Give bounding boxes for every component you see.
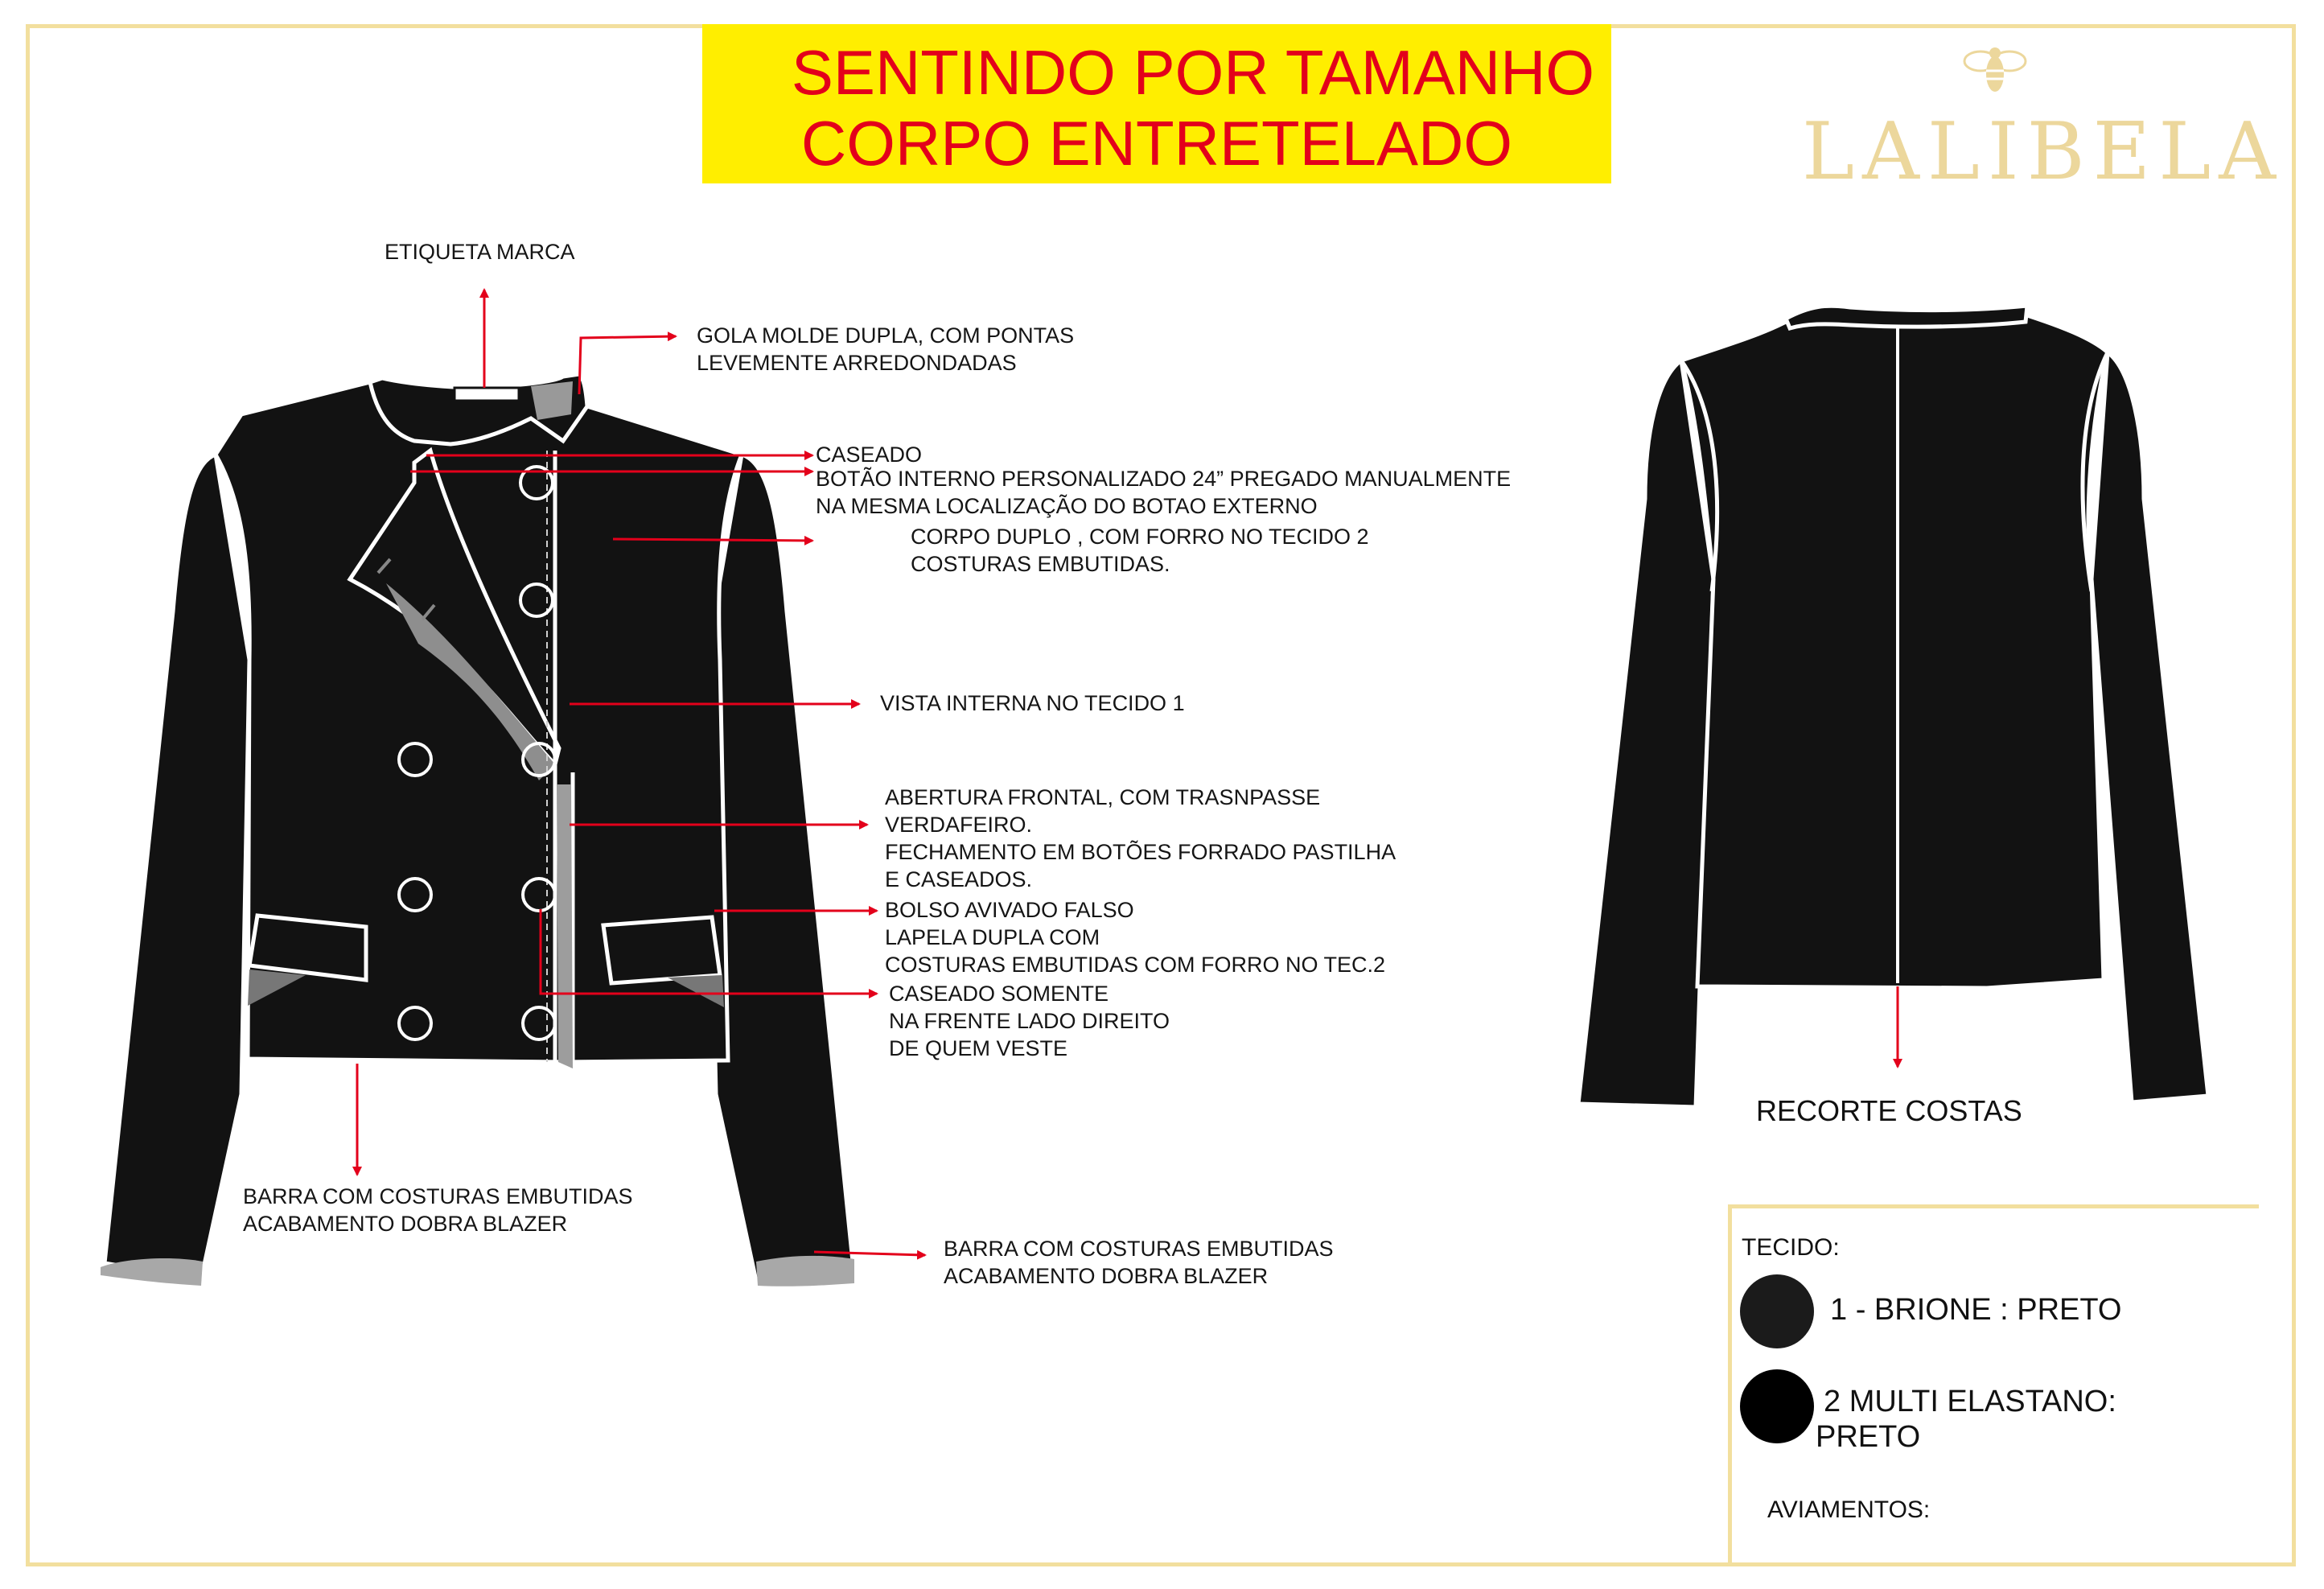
back-body <box>1681 312 2108 988</box>
title-line-2: CORPO ENTRETELADO <box>800 108 1513 179</box>
back-collar <box>1786 306 2027 328</box>
swatch-fabric-1 <box>1740 1274 1814 1348</box>
front-right-sleeve <box>706 455 854 1281</box>
collar-inner <box>531 381 573 420</box>
note-etiqueta: ETIQUETA MARCA <box>385 240 575 264</box>
front-jacket <box>101 374 854 1286</box>
back-right-sleeve <box>2092 352 2208 1102</box>
title-line-1: SENTINDO POR TAMANHO <box>791 37 1595 108</box>
swatch-fabric-2 <box>1740 1369 1814 1443</box>
back-jacket <box>1578 306 2208 1107</box>
brand-label <box>455 388 519 401</box>
brand-logo: LALIBELA <box>1802 106 2285 198</box>
back-left-sleeve <box>1578 360 1713 1107</box>
aviamentos-label: AVIAMENTOS: <box>1767 1496 1931 1523</box>
caption-recorte: RECORTE COSTAS <box>1756 1094 2022 1127</box>
front-left-sleeve <box>105 455 249 1279</box>
right-pocket-flap <box>603 917 720 983</box>
fabric-1-label: 1 - BRIONE : PRETO <box>1830 1293 2122 1327</box>
note-caseado-frente: CASEADO SOMENTE NA FRENTE LADO DIREITO DE QUEM VESTE <box>889 982 1170 1060</box>
fabric-2-label-line1: 2 MULTI ELASTANO: <box>1824 1385 2116 1418</box>
front-right-cuff <box>756 1256 854 1286</box>
fabric-2-label-line2: PRETO <box>1816 1420 1921 1454</box>
note-barra-right: BARRA COM COSTURAS EMBUTIDAS ACABAMENTO DOBRA BLAZER <box>944 1237 1334 1288</box>
note-botao: BOTÃO INTERNO PERSONALIZADO 24” PREGADO MANUALMENTE NA MESMA LOCALIZAÇÃO DO BOTAO EXTERNO <box>816 467 1512 518</box>
note-barra-left: BARRA COM COSTURAS EMBUTIDAS ACABAMENTO DOBRA BLAZER <box>243 1184 633 1236</box>
note-abertura: ABERTURA FRONTAL, COM TRASNPASSE VERDAFEIRO. FECHAMENTO EM BOTÕES FORRADO PASTILHA E CASEADOS. <box>885 785 1396 891</box>
note-gola: GOLA MOLDE DUPLA, COM PONTAS LEVEMENTE ARREDONDADAS <box>697 323 1075 375</box>
note-corpo: CORPO DUPLO , COM FORRO NO TECIDO 2 COSTURAS EMBUTIDAS. <box>911 525 1369 576</box>
note-vista: VISTA INTERNA NO TECIDO 1 <box>880 691 1185 715</box>
note-bolso: BOLSO AVIVADO FALSO LAPELA DUPLA COM COSTURAS EMBUTIDAS COM FORRO NO TEC.2 <box>885 898 1386 977</box>
front-placket-fill <box>557 784 573 1068</box>
tecido-label: TECIDO: <box>1742 1234 1840 1261</box>
fabric-legend <box>1728 1204 2259 1566</box>
note-caseado: CASEADO <box>816 443 923 467</box>
